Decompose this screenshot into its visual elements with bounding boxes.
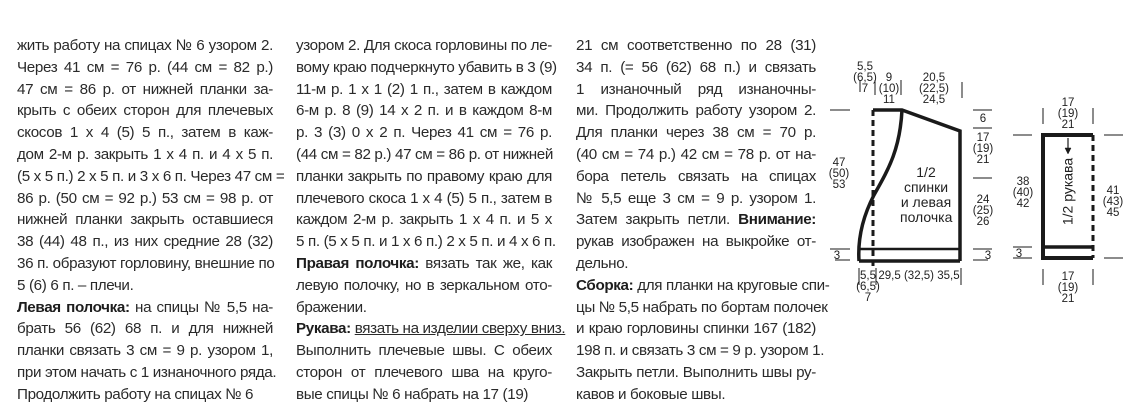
text-segment: (5 х 5 п.) 2 х 5 п. и 3 х 6 п. Через 47 см = (17, 167, 285, 185)
sleeve-piece-label: 1/2 рукава (1059, 157, 1076, 226)
dim-value: 11 (883, 94, 895, 106)
dim-value: 9 (885, 72, 893, 84)
text-segment: плечевого скоса 1 х 4 (5) 5 п., затем в (296, 189, 552, 207)
dim-value: (19) (1057, 108, 1079, 120)
dim-value: 42 (1016, 198, 1030, 210)
text-segment: вому краю подчеркнуто убавить в 3 (9) (296, 58, 557, 76)
dim-band-right: 3 (984, 250, 992, 262)
label-line: спинки (903, 179, 949, 195)
dim-value: 21 (976, 154, 990, 166)
text-segment: 38 (44) 48 п., из них средние 28 (32) (17, 233, 273, 251)
dim-front-band (856, 271, 880, 304)
text-segment: каждом 2-м р. закрыть 1 х 4 п. и 5 х (296, 211, 552, 229)
dim-value: (6,5) (853, 72, 877, 84)
text-segment: планки закрыть по правому краю для (296, 167, 552, 185)
label-line: и левая (900, 194, 952, 210)
text-segment: Через 41 см = 76 р. (44 см = 82 р.) (17, 58, 273, 76)
dim-value: 53 (832, 179, 846, 191)
text-segment: брать 56 (62) 68 п. и для нижней (17, 320, 273, 338)
dim-value: (19) (972, 143, 994, 155)
text-segment: 5 (6) 6 п. – плечи. (17, 276, 134, 294)
section-heading: Сборка: (576, 276, 634, 294)
text-segment: вязать на изделии сверху вниз. (354, 320, 566, 338)
dim-side (972, 195, 994, 228)
text-segment: жить работу на спицах № 6 узором 2. (17, 37, 273, 54)
text-segment: 47 см = 86 р. от нижней планки за- (17, 80, 273, 98)
section-heading: Правая полочка: (296, 254, 419, 272)
text-segment: бражении. (296, 298, 367, 316)
text-segment: (40 см = 74 р.) 42 см = 78 р. от на- (576, 145, 816, 163)
text-segment: 5 п. (5 х 5 п. и 1 х 6 п.) 2 х 5 п. и 4 х 6 п. (296, 233, 556, 251)
text-segment: 11-м р. 1 х 1 (2) 1 п., затем в каждом (296, 80, 552, 98)
text-segment: Затем закрыть петли. (576, 211, 739, 229)
dim-body-width: 29,5 (32,5) 35,5 (878, 270, 960, 282)
dim-sleeve-band: 3 (1015, 248, 1023, 260)
section-heading: Рукава: (296, 320, 351, 338)
text-segment: 86 р. (50 см = 92 р.) 53 см = 98 р. от (17, 189, 273, 207)
text-segment: 21 см соответственно по 28 (31) (576, 37, 816, 54)
text-segment: узором 2. Для скоса горловины по ле- (296, 37, 552, 54)
dim-value: 7 (864, 292, 872, 304)
text-segment: дельно. (576, 254, 629, 272)
dim-value: 17 (976, 132, 990, 144)
dim-sleeve-left (1011, 177, 1035, 210)
text-segment: планки связать 3 см = 9 р. узором 1, (17, 342, 273, 360)
dim-value: (43) (1102, 196, 1124, 208)
dim-value: (25) (972, 205, 994, 217)
dim-sleeve-bottom (1056, 272, 1080, 305)
text-segment: кавов и боковые швы. (576, 385, 726, 403)
text-segment: Закрыть петли. Выполнить швы ру- (576, 363, 816, 381)
text-segment: при этом начать с 1 изнаночного ряда. (17, 363, 277, 381)
dim-shoulder (914, 73, 954, 106)
text-segment: бора петель связать на спицах (576, 167, 816, 185)
dim-value: 24,5 (922, 94, 946, 106)
text-segment: нижней планки закрыть оставшиеся (17, 211, 273, 229)
text-segment: для планки на круговые спи- (633, 276, 830, 294)
text-segment: Выполнить плечевые швы. С обеих (296, 342, 552, 360)
dim-neck-front (853, 62, 877, 95)
dim-band-left: 3 (833, 250, 841, 262)
dim-value: (22,5) (918, 83, 950, 95)
text-segment: цы № 5,5 набрать по бортам полочек (576, 298, 828, 316)
text-segment: сторон от плечевого шва на круго- (296, 363, 552, 381)
text-segment: 6-м р. 8 (9) 14 х 2 п. и в каждом 8-м (296, 102, 552, 120)
text-segment: левую полочку, но в зеркальном ото- (296, 276, 552, 294)
text-segment: скосов 1 х 4 (5) 5 п., затем в каж- (17, 124, 273, 142)
text-segment: 1 изнаночный ряд изнаночны- (576, 80, 816, 98)
label-line: 1/2 (916, 164, 936, 180)
dim-value: 38 (1016, 176, 1030, 188)
dim-value: (6,5) (856, 281, 880, 293)
dim-value: 20,5 (922, 72, 946, 84)
dim-value: (50) (828, 168, 850, 180)
dim-shoulder-slope: 6 (979, 113, 987, 125)
dim-value: 41 (1106, 185, 1120, 197)
dim-value: 5,5 (860, 270, 876, 282)
text-segment: на спицы № 5,5 на- (129, 298, 273, 316)
dim-value: 17 (1061, 97, 1075, 109)
dim-sleeve-top (1056, 98, 1080, 131)
text-segment: и краю горловины спинки 167 (182) (576, 320, 816, 338)
dim-value: 24 (976, 194, 990, 206)
dim-value: 21 (1061, 293, 1075, 305)
dim-armhole (972, 133, 994, 166)
text-segment: (44 см = 82 р.) 47 см = 86 р. от нижней (296, 145, 554, 163)
section-heading: Внимание: (738, 211, 816, 229)
dim-value: (10) (878, 83, 900, 95)
dim-value: (19) (1057, 282, 1079, 294)
text-segment: № 5,5 еще 3 см = 9 р. узором 1. (576, 189, 816, 207)
label-line: полочка (900, 209, 953, 225)
text-segment: вязать так же, как (418, 254, 552, 272)
dim-value: 5,5 (857, 61, 873, 73)
dim-value: 45 (1106, 207, 1120, 219)
section-heading: Левая полочка: (17, 298, 130, 316)
text-segment: дом 2-м р. закрыть 1 х 4 п. и 4 х 5 п. (17, 145, 273, 163)
dim-neck-back (876, 73, 902, 106)
dim-sleeve-right (1101, 186, 1125, 219)
text-segment: Продолжить работу на спицах № 6 (17, 385, 254, 403)
text-segment: рукав изображен на выкройке от- (576, 233, 816, 251)
dim-value: 26 (976, 216, 990, 228)
dim-body-height (828, 158, 850, 191)
text-segment: крыть с обеих сторон для плечевых (17, 102, 273, 120)
text-segment: Для планки через 38 см = 70 р. (576, 124, 816, 142)
dim-value: 21 (1061, 119, 1075, 131)
text-segment: р. 3 (3) 0 х 2 п. Через 41 см = 76 р. (296, 124, 552, 142)
body-piece-label (900, 165, 952, 225)
text-segment: ми. Продолжить работу узором 2. (576, 102, 816, 120)
text-segment: 198 п. и связать 3 см = 9 р. узором 1. (576, 342, 825, 360)
text-segment: 36 п. образуют горловину, внешние по (17, 254, 275, 272)
dim-value: 47 (832, 157, 846, 169)
text-segment: 34 п. (= 56 (62) 68 п.) и связать (576, 58, 816, 76)
dim-value: (40) (1012, 187, 1034, 199)
dim-value: 17 (1061, 271, 1075, 283)
text-segment: вые спицы № 6 набрать на 17 (19) (296, 385, 529, 403)
dim-value: 7 (861, 83, 869, 95)
